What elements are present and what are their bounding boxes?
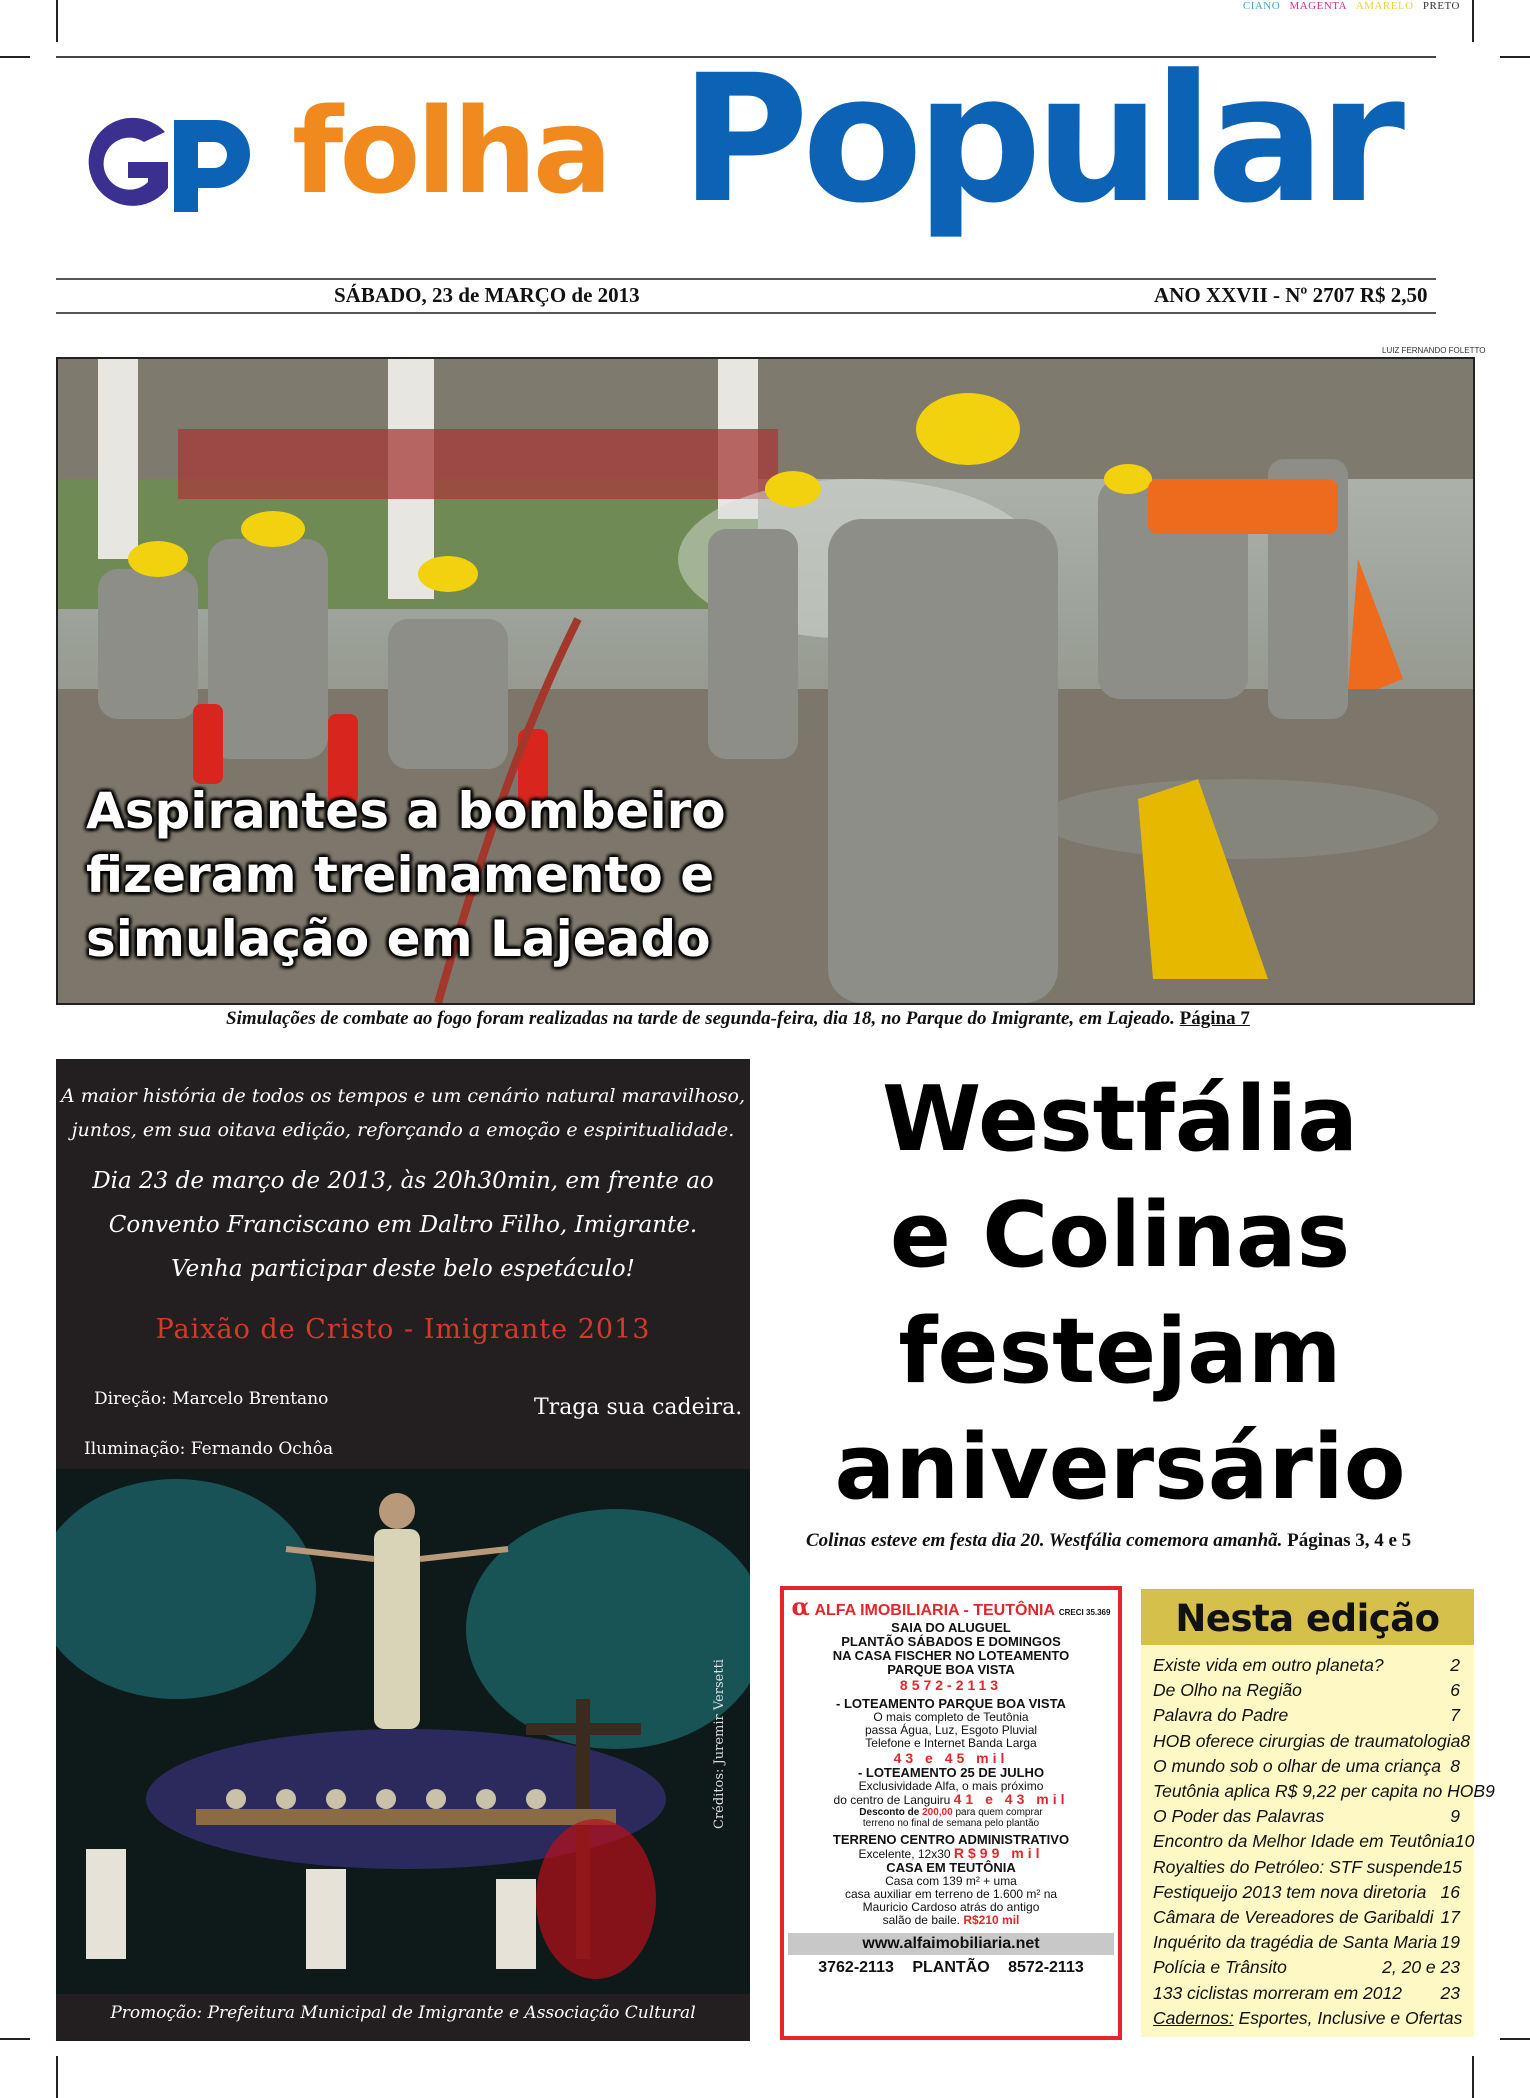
ad-line: - LOTEAMENTO 25 DE JULHO	[857, 1765, 1045, 1780]
ad-date-line: Convento Franciscano em Daltro Filho, Imigrante.	[108, 1212, 698, 1238]
index-item-label: 133 ciclistas morreram em 2012	[1153, 1982, 1402, 2003]
edition-index	[1141, 1589, 1495, 2037]
index-item[interactable]	[1153, 1829, 1475, 1854]
index-item-page: 15	[1442, 1856, 1463, 1877]
index-item-label: Existe vida em outro planeta?	[1153, 1655, 1384, 1675]
ad-line: passa Água, Luz, Esgoto Pluvial	[864, 1723, 1038, 1737]
index-item-page: 16	[1440, 1881, 1460, 1902]
index-item-page: 9	[1485, 1781, 1495, 1802]
ad-line	[784, 1793, 1118, 1807]
hero-headline	[86, 779, 726, 971]
crop-mark	[1500, 56, 1530, 58]
ad-line-text: Excelente, 12x30	[858, 1847, 951, 1861]
ad-line: Exclusividade Alfa, o mais próximo	[858, 1779, 1044, 1793]
index-item-page: 8	[1450, 1755, 1460, 1776]
registration-yellow: AMARELO	[1355, 0, 1414, 12]
ad-intro-line: A maior história de todos os tempos e um cenário natural maravilhoso,	[60, 1085, 745, 1107]
index-item-label: Encontro da Melhor Idade em Teutônia	[1153, 1831, 1455, 1852]
ad-line: Telefone e Internet Banda Larga	[865, 1736, 1037, 1750]
brand-folha: folha	[292, 82, 609, 220]
ad-price: 41 e 43 mil	[953, 1791, 1069, 1807]
ad-line: Mauricio Cardoso atrás do antigo	[862, 1900, 1040, 1914]
hero-headline-line: simulação em Lajeado	[86, 910, 711, 968]
headline-caption	[806, 1530, 1411, 1552]
index-item[interactable]	[1153, 1955, 1460, 1980]
crop-mark	[1472, 2056, 1474, 2098]
crop-mark	[56, 0, 58, 42]
index-title: Nesta edição	[1141, 1589, 1474, 1645]
ad-line: terreno no final de semana pelo plantão	[862, 1818, 1040, 1829]
ad-line: - LOTEAMENTO PARQUE BOA VISTA	[836, 1696, 1066, 1711]
gp-logo	[70, 110, 270, 220]
ad-promotion: Promoção: Prefeitura Municipal de Imigrante e Associação Cultural	[110, 2003, 696, 2023]
ad-lighting: Iluminação: Fernando Ochôa	[84, 1439, 334, 1459]
hero-caption	[226, 1008, 1250, 1030]
ad-line-text: para quem comprar	[955, 1807, 1043, 1818]
index-item[interactable]	[1153, 1703, 1460, 1728]
index-item[interactable]	[1153, 1855, 1463, 1880]
index-item-page: 2	[1450, 1655, 1460, 1675]
ad-line: O mais completo de Teutônia	[873, 1710, 1029, 1724]
index-item-label: Teutônia aplica R$ 9,22 per capita no HOB	[1153, 1781, 1486, 1802]
index-item-page: 10	[1454, 1831, 1475, 1852]
index-item-label: Polícia e Trânsito	[1153, 1957, 1287, 1978]
passion-play-stage-image	[56, 1469, 750, 1994]
index-item[interactable]	[1153, 1804, 1460, 1829]
ad-line-text: salão de baile.	[882, 1913, 960, 1927]
ad-line: PARQUE BOA VISTA	[887, 1662, 1015, 1677]
ad-date-line: Dia 23 de março de 2013, às 20h30min, em frente ao	[92, 1168, 714, 1194]
index-item[interactable]	[1153, 1981, 1460, 2006]
crop-mark	[1472, 0, 1474, 42]
index-item-page: 19	[1440, 1932, 1460, 1953]
ad-line: SAIA DO ALUGUEL	[891, 1620, 1011, 1635]
index-item-label: O mundo sob o olhar de uma criança	[1153, 1755, 1441, 1776]
hero-headline-line: fizeram treinamento e	[86, 846, 715, 904]
ad-photo-credit: Créditos: Juremir Versetti	[712, 1659, 727, 1829]
index-item[interactable]	[1153, 1754, 1460, 1779]
ad-website-link[interactable]: www.alfaimobiliaria.net	[788, 1933, 1114, 1955]
ad-line: NA CASA FISCHER NO LOTEAMENTO	[832, 1648, 1070, 1663]
ad-line	[784, 1914, 1118, 1927]
ad-company-name: ALFA IMOBILIARIA - TEUTÔNIA	[814, 1602, 1055, 1619]
index-item-label: O Poder das Palavras	[1153, 1806, 1325, 1827]
color-registration	[1237, 0, 1460, 12]
index-item[interactable]	[1153, 1729, 1471, 1754]
headline-caption-pages-link[interactable]: Páginas 3, 4 e 5	[1287, 1530, 1412, 1551]
index-item-label: Inquérito da tragédia de Santa Maria	[1153, 1932, 1438, 1953]
registration-black: PRETO	[1422, 0, 1460, 12]
ad-phones	[784, 1959, 1118, 1977]
index-item-label: HOB oferece cirurgias de traumatologia	[1153, 1730, 1461, 1751]
index-item-page: 9	[1450, 1806, 1460, 1827]
index-item[interactable]	[1153, 1678, 1460, 1703]
brand-popular: Popular	[680, 37, 1399, 242]
main-headline-line: Westfália	[881, 1067, 1358, 1172]
hero-caption-page-link[interactable]: Página 7	[1179, 1008, 1250, 1029]
index-item-page: 17	[1440, 1907, 1460, 1928]
ad-price: R$210 mil	[963, 1913, 1020, 1927]
index-item[interactable]	[1153, 1930, 1460, 1955]
hero-photo[interactable]	[56, 357, 1475, 1005]
crop-mark	[56, 2056, 58, 2098]
index-cadernos-label: Cadernos:	[1153, 2007, 1234, 2028]
ad-intro-line: juntos, em sua oitava edição, reforçando a emoção e espiritualidade.	[71, 1119, 735, 1141]
alpha-icon: α	[791, 1592, 810, 1621]
ad-plantao: PLANTÃO	[912, 1959, 990, 1976]
ad-line-text: do centro de Languiru	[833, 1793, 951, 1807]
index-item-label: De Olho na Região	[1153, 1680, 1302, 1701]
ad-title: Paixão de Cristo - Imigrante 2013	[155, 1314, 651, 1345]
ad-line: CASA EM TEUTÔNIA	[886, 1860, 1016, 1875]
index-item-page: 7	[1450, 1705, 1460, 1726]
ad-invite: Venha participar deste belo espetáculo!	[171, 1256, 635, 1282]
ad-intro	[56, 1079, 750, 1147]
index-item-page: 2, 20 e 23	[1382, 1957, 1460, 1978]
ad-header	[784, 1592, 1118, 1621]
index-cadernos[interactable]	[1153, 2006, 1463, 2031]
ad-phone: 8572-2113	[1008, 1959, 1084, 1976]
index-item-page: 6	[1450, 1680, 1460, 1701]
photo-credit: LUIZ FERNANDO FOLETTO	[1382, 346, 1486, 355]
ad-phone: 8572-2113	[899, 1677, 1003, 1693]
index-list	[1141, 1645, 1495, 2031]
ad-price: 43 e 45 mil	[893, 1750, 1009, 1766]
ad-line: PLANTÃO SÁBADOS E DOMINGOS	[841, 1634, 1061, 1649]
ad-line	[784, 1847, 1118, 1861]
index-item-page: 23	[1440, 1982, 1460, 2003]
crop-mark	[0, 56, 30, 58]
index-item-label: Palavra do Padre	[1153, 1705, 1289, 1726]
main-headline[interactable]	[790, 1062, 1450, 1526]
main-headline-line: e Colinas	[889, 1183, 1351, 1288]
ad-line: TERRENO CENTRO ADMINISTRATIVO	[832, 1832, 1070, 1847]
index-item[interactable]	[1153, 1905, 1460, 1930]
ad-discount-label: Desconto de	[859, 1807, 920, 1818]
index-item-page: 8	[1460, 1730, 1471, 1751]
index-item[interactable]	[1153, 1779, 1495, 1804]
real-estate-ad[interactable]	[780, 1586, 1122, 2040]
index-cadernos-value: Esportes, Inclusive e Ofertas	[1238, 2007, 1463, 2028]
ad-line: Casa com 139 m² + uma	[885, 1874, 1017, 1888]
ad-line: casa auxiliar em terreno de 1.600 m² na	[844, 1887, 1058, 1901]
ad-discount-value: 200,00	[922, 1807, 953, 1818]
edition-date: SÁBADO, 23 de MARÇO de 2013	[334, 283, 640, 307]
crop-mark	[0, 2038, 30, 2040]
ad-bring-chair: Traga sua cadeira.	[534, 1395, 743, 1420]
main-headline-line: aniversário	[834, 1415, 1406, 1520]
index-item-label: Câmara de Vereadores de Garibaldi	[1153, 1907, 1434, 1928]
registration-cyan: CIANO	[1242, 0, 1281, 12]
index-item[interactable]	[1153, 1880, 1460, 1905]
ad-event-details	[56, 1159, 750, 1291]
hero-headline-line: Aspirantes a bombeiro	[86, 782, 726, 840]
edition-issue: ANO XXVII - Nº 2707 R$ 2,50	[1154, 283, 1428, 307]
headline-caption-text: Colinas esteve em festa dia 20. Westfália comemora amanhã.	[806, 1530, 1283, 1551]
hero-caption-text: Simulações de combate ao fogo foram realizadas na tarde de segunda-feira, dia 18, no Parque do Imigrante, em Lajeado.	[226, 1008, 1175, 1029]
ad-line	[784, 1807, 1118, 1818]
passion-play-ad[interactable]	[56, 1059, 750, 2041]
ad-price: R$99 mil	[953, 1845, 1044, 1861]
ad-direction: Direção: Marcelo Brentano	[94, 1389, 329, 1409]
index-item-label: Royalties do Petróleo: STF suspende	[1153, 1856, 1443, 1877]
crop-mark	[1500, 2038, 1530, 2040]
ad-phone: 3762-2113	[818, 1959, 894, 1976]
registration-magenta: MAGENTA	[1289, 0, 1347, 12]
main-headline-line: festejam	[898, 1299, 1342, 1404]
ad-creci: CRECI 35.369	[1058, 1608, 1111, 1617]
index-item-label: Festiqueijo 2013 tem nova diretoria	[1153, 1881, 1427, 1902]
index-item[interactable]	[1153, 1653, 1460, 1678]
